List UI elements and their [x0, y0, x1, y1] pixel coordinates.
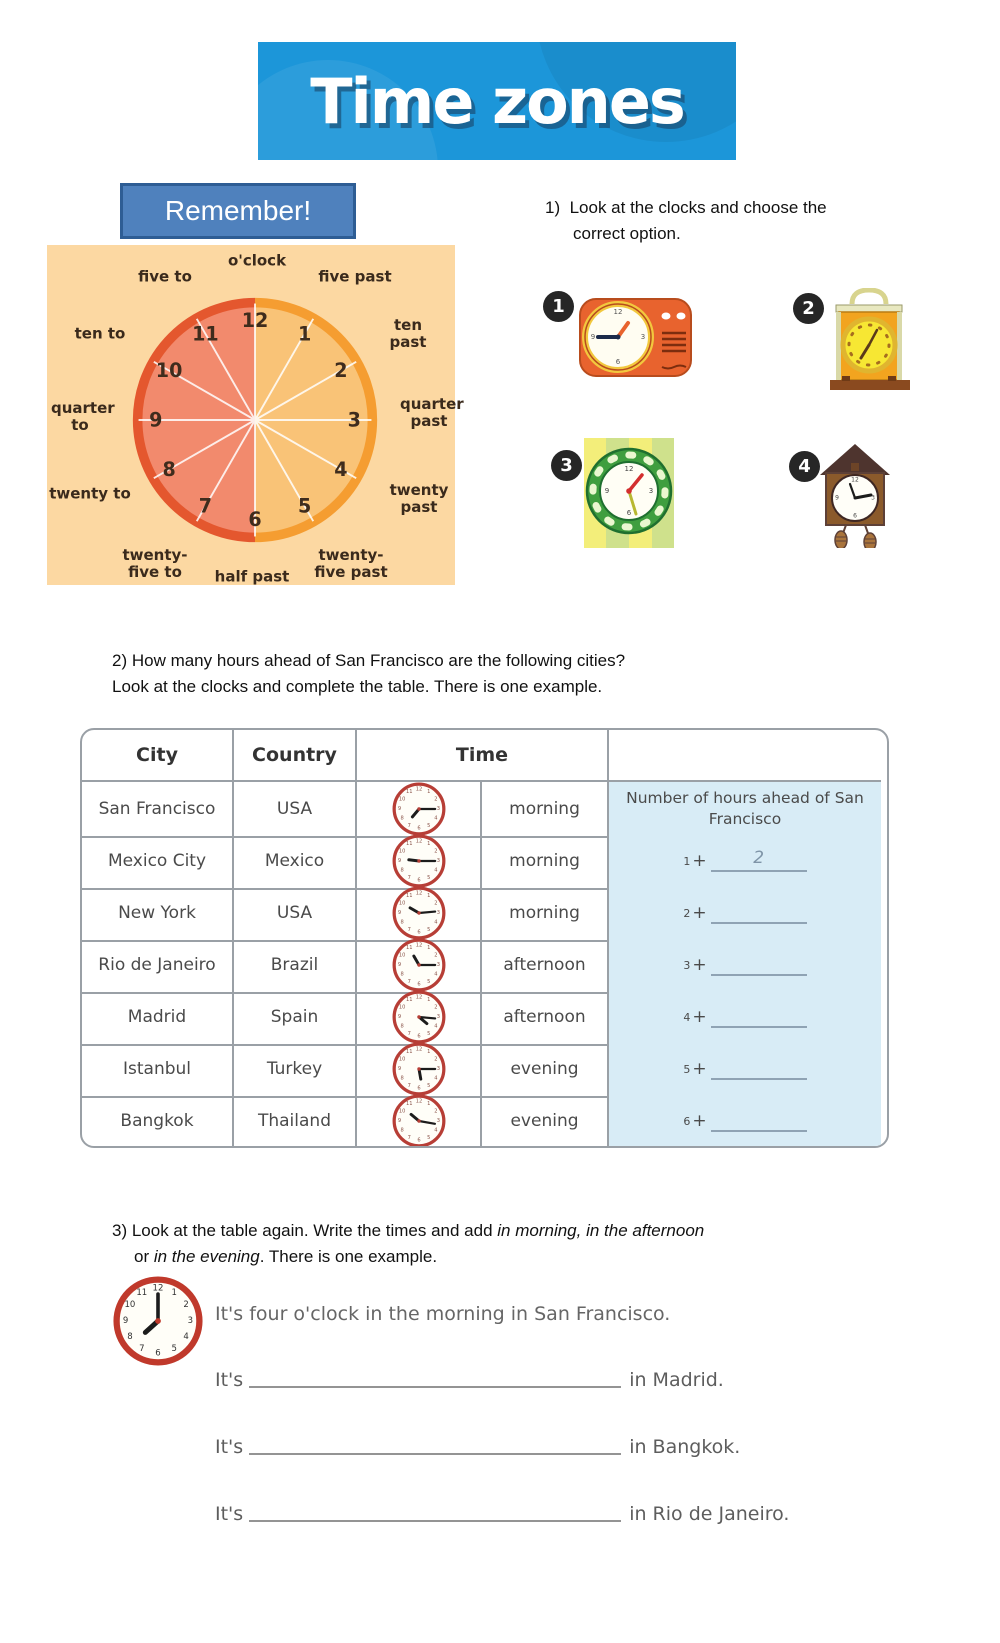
svg-text:5: 5 [426, 874, 430, 881]
svg-text:4: 4 [433, 815, 437, 822]
svg-text:4: 4 [433, 867, 437, 874]
label-quarter-to: quarter to [51, 398, 115, 434]
dial-number: 3 [347, 408, 361, 432]
svg-text:5: 5 [426, 926, 430, 933]
plus-sign: + [692, 1059, 707, 1079]
svg-text:9: 9 [397, 1014, 401, 1020]
svg-text:9: 9 [590, 333, 596, 341]
cell-city: Madrid [82, 990, 234, 1046]
svg-text:9: 9 [397, 1118, 401, 1124]
svg-text:12: 12 [415, 942, 422, 949]
cell-country: Thailand [234, 1094, 357, 1148]
page-title: Time zones [310, 64, 684, 138]
answer-blank[interactable] [711, 902, 807, 924]
cell-city: Mexico City [82, 834, 234, 890]
cell-city: San Francisco [82, 782, 234, 838]
cell-period: afternoon [482, 990, 609, 1046]
cell-country: Turkey [234, 1042, 357, 1098]
question-3-text [112, 1218, 902, 1270]
svg-text:3: 3 [187, 1316, 194, 1326]
label-twenty-five-to: twenty-five to [122, 545, 188, 581]
table-row [82, 782, 887, 834]
cell-period: afternoon [482, 938, 609, 994]
dial-number: 10 [155, 358, 183, 382]
q2-line2: Look at the clocks and complete the table. There is one example. [112, 677, 603, 696]
svg-text:2: 2 [433, 1004, 437, 1011]
row-clock [392, 938, 446, 992]
svg-text:8: 8 [400, 867, 404, 874]
svg-text:4: 4 [433, 1023, 437, 1030]
q2-line1: 2) How many hours ahead of San Francisco are the following cities? [112, 651, 626, 670]
svg-text:9: 9 [835, 494, 839, 502]
svg-text:3: 3 [640, 333, 646, 341]
dial-number: 2 [334, 358, 348, 382]
svg-text:1: 1 [426, 1101, 430, 1108]
cell-country: Brazil [234, 938, 357, 994]
table-row [82, 938, 887, 990]
svg-text:4: 4 [433, 971, 437, 978]
svg-text:1: 1 [426, 945, 430, 952]
svg-text:5: 5 [426, 822, 430, 829]
fill-in-sentence [215, 1366, 724, 1391]
svg-text:3: 3 [648, 487, 654, 495]
svg-text:7: 7 [407, 978, 411, 985]
answer-column-title: Number of hours ahead of San Francisco [626, 789, 864, 828]
remember-box [120, 183, 356, 239]
table-header-row [82, 730, 887, 782]
badge-number: 3 [560, 455, 573, 476]
dial-number: 4 [334, 458, 348, 482]
svg-text:6: 6 [416, 1033, 421, 1040]
option-badge-4 [789, 451, 820, 482]
sentence-prefix: It's [215, 1369, 244, 1391]
label-ten-past: ten past [389, 315, 427, 351]
svg-text:1: 1 [426, 893, 430, 900]
plus-sign: + [692, 1007, 707, 1027]
svg-text:5: 5 [426, 1134, 430, 1141]
badge-number: 4 [798, 456, 811, 477]
svg-text:2: 2 [433, 900, 437, 907]
svg-text:12: 12 [613, 308, 623, 316]
answer-blank[interactable] [711, 954, 807, 976]
svg-text:8: 8 [400, 1075, 404, 1082]
cell-city: Rio de Janeiro [82, 938, 234, 994]
plus-sign: + [692, 1111, 707, 1131]
cell-city: New York [82, 886, 234, 942]
svg-text:9: 9 [397, 962, 401, 968]
svg-text:1: 1 [426, 1049, 430, 1056]
row-clock [392, 1094, 446, 1148]
svg-text:3: 3 [436, 858, 440, 864]
svg-text:6: 6 [416, 981, 421, 988]
sentence-prefix: It's [215, 1436, 244, 1458]
q1-line2: correct option. [573, 224, 681, 243]
svg-text:5: 5 [426, 978, 430, 985]
row-clock [392, 834, 446, 888]
title-banner [258, 42, 736, 160]
svg-text:3: 3 [436, 1118, 440, 1124]
svg-text:9: 9 [397, 910, 401, 916]
svg-text:10: 10 [124, 1299, 136, 1310]
q1-line1: Look at the clocks and choose the [569, 198, 827, 217]
option-badge-3 [551, 450, 582, 481]
option-clock-2-mantel[interactable] [822, 288, 917, 397]
svg-text:7: 7 [407, 1134, 411, 1141]
svg-text:9: 9 [397, 1066, 401, 1072]
svg-text:4: 4 [433, 919, 437, 926]
answer-blank-madrid[interactable] [249, 1366, 621, 1388]
cell-period: morning [482, 782, 609, 838]
sentence-prefix: It's [215, 1503, 244, 1525]
svg-text:4: 4 [433, 1127, 437, 1134]
svg-text:5: 5 [171, 1344, 177, 1355]
plus-sign: + [692, 851, 707, 871]
svg-text:10: 10 [398, 848, 405, 855]
row-clock [392, 886, 446, 940]
svg-text:10: 10 [398, 796, 405, 803]
question-2-text [112, 648, 872, 700]
svg-text:12: 12 [415, 1046, 422, 1053]
option-badge-1 [543, 291, 574, 322]
svg-text:6: 6 [416, 929, 421, 936]
q3-line2-normal1: or [134, 1247, 154, 1266]
svg-text:10: 10 [398, 900, 405, 907]
cell-city: Istanbul [82, 1042, 234, 1098]
example-clock [113, 1276, 203, 1366]
row-clock [392, 782, 446, 836]
label-half-past: half past [214, 567, 290, 586]
answer-blank[interactable] [711, 1006, 807, 1028]
time-vocabulary-diagram [47, 245, 464, 586]
fill-in-sentence [215, 1500, 789, 1525]
svg-text:8: 8 [127, 1332, 133, 1343]
label-twenty-five-past: twenty-five past [314, 545, 388, 581]
table-row [82, 990, 887, 1042]
label-five-to: five to [138, 267, 192, 286]
svg-text:12: 12 [415, 890, 422, 897]
dial-number: 9 [149, 408, 163, 432]
svg-text:6: 6 [416, 825, 421, 832]
svg-text:3: 3 [436, 962, 440, 968]
svg-text:4: 4 [183, 1332, 189, 1343]
q3-line2-normal2: . There is one example. [259, 1247, 438, 1266]
answer-index: 4 [683, 1010, 691, 1024]
header-answer-empty [609, 730, 881, 782]
q3-line1-italic: in morning, in the afternoon [497, 1221, 705, 1240]
label-oclock: o'clock [227, 251, 287, 270]
answer-index: 1 [683, 854, 691, 868]
answer-blank-rio[interactable] [249, 1500, 621, 1522]
svg-text:7: 7 [407, 874, 411, 881]
svg-text:1: 1 [426, 997, 430, 1004]
svg-text:12: 12 [415, 994, 422, 1001]
svg-text:4: 4 [433, 1075, 437, 1082]
timezone-table [80, 728, 889, 1148]
dial-number: 5 [297, 494, 312, 518]
svg-text:11: 11 [405, 1101, 413, 1108]
svg-text:10: 10 [398, 1108, 405, 1115]
dial-graphic [129, 294, 381, 546]
svg-text:12: 12 [415, 1098, 422, 1105]
dial-number: 11 [192, 322, 219, 346]
svg-text:2: 2 [433, 796, 437, 803]
fill-in-sentence [215, 1433, 740, 1458]
svg-text:2: 2 [433, 952, 437, 959]
cell-country: USA [234, 886, 357, 942]
svg-text:11: 11 [405, 893, 413, 900]
svg-text:5: 5 [426, 1030, 430, 1037]
svg-text:1: 1 [426, 789, 430, 796]
header-country: Country [234, 730, 357, 782]
svg-text:11: 11 [405, 1049, 413, 1056]
svg-text:8: 8 [400, 1023, 404, 1030]
answer-index: 5 [683, 1062, 691, 1076]
svg-text:9: 9 [604, 487, 610, 495]
svg-text:12: 12 [415, 838, 422, 845]
svg-text:8: 8 [400, 1127, 404, 1134]
answer-blank[interactable] [711, 1058, 807, 1080]
svg-text:6: 6 [416, 1137, 421, 1144]
svg-text:1: 1 [171, 1287, 177, 1298]
svg-text:11: 11 [405, 945, 413, 952]
table-row [82, 886, 887, 938]
option-badge-2 [793, 293, 824, 324]
label-twenty-past: twenty past [389, 480, 449, 516]
cell-country: Mexico [234, 834, 357, 890]
svg-text:10: 10 [398, 1056, 405, 1063]
q3-line2-italic: in the evening [153, 1247, 260, 1266]
header-time: Time [357, 730, 609, 782]
svg-text:11: 11 [405, 997, 413, 1004]
badge-number: 1 [552, 296, 565, 317]
svg-text:7: 7 [139, 1344, 145, 1355]
sentence-suffix: in Rio de Janeiro. [629, 1503, 790, 1525]
sentence-suffix: in Bangkok. [629, 1436, 741, 1458]
svg-text:8: 8 [400, 971, 404, 978]
table-row [82, 1042, 887, 1094]
cell-period: morning [482, 886, 609, 942]
answer-blank[interactable]: 2 [711, 850, 807, 872]
svg-text:11: 11 [405, 789, 413, 796]
svg-text:2: 2 [433, 1108, 437, 1115]
svg-text:7: 7 [407, 926, 411, 933]
answer-index: 6 [683, 1114, 691, 1128]
svg-text:9: 9 [397, 806, 401, 812]
svg-text:6: 6 [416, 1085, 421, 1092]
svg-text:3: 3 [436, 910, 440, 916]
dial-number: 8 [162, 458, 176, 482]
option-clock-3-green[interactable] [584, 438, 674, 553]
dial-number: 1 [297, 322, 312, 346]
option-clock-1-radio[interactable] [578, 295, 693, 385]
svg-text:7: 7 [407, 822, 411, 829]
cell-period: evening [482, 1042, 609, 1098]
dial-number: 6 [248, 507, 262, 531]
svg-text:6: 6 [615, 358, 621, 366]
svg-text:3: 3 [436, 1014, 440, 1020]
label-five-past: five past [318, 267, 392, 286]
svg-text:2: 2 [433, 1056, 437, 1063]
svg-text:12: 12 [152, 1283, 164, 1294]
svg-text:7: 7 [407, 1030, 411, 1037]
svg-text:11: 11 [405, 841, 413, 848]
answer-index: 3 [683, 958, 691, 972]
q1-number: 1) [545, 198, 561, 217]
svg-text:7: 7 [407, 1082, 411, 1089]
svg-text:3: 3 [436, 1066, 440, 1072]
cell-country: Spain [234, 990, 357, 1046]
svg-text:2: 2 [433, 848, 437, 855]
plus-sign: + [692, 955, 707, 975]
svg-text:6: 6 [626, 509, 632, 517]
answer-blank[interactable] [711, 1110, 807, 1132]
svg-text:10: 10 [398, 952, 405, 959]
remember-label: Remember! [164, 195, 312, 226]
svg-text:9: 9 [397, 858, 401, 864]
example-sentence: It's four o'clock in the morning in San Francisco. [215, 1303, 671, 1325]
row-clock [392, 990, 446, 1044]
dial-number: 12 [241, 309, 269, 333]
badge-number: 2 [802, 298, 815, 319]
cell-period: evening [482, 1094, 609, 1148]
svg-text:12: 12 [415, 786, 422, 793]
sentence-suffix: in Madrid. [629, 1369, 724, 1391]
table-row [82, 1094, 887, 1146]
svg-text:5: 5 [426, 1082, 430, 1089]
row-clock [392, 1042, 446, 1096]
svg-text:6: 6 [853, 512, 857, 520]
svg-text:2: 2 [183, 1299, 189, 1310]
header-city: City [82, 730, 234, 782]
svg-text:8: 8 [400, 919, 404, 926]
cell-country: USA [234, 782, 357, 838]
svg-text:10: 10 [398, 1004, 405, 1011]
svg-text:6: 6 [155, 1348, 161, 1359]
svg-text:6: 6 [416, 877, 421, 884]
table-row [82, 834, 887, 886]
label-twenty-to: twenty to [49, 484, 131, 503]
svg-text:8: 8 [400, 815, 404, 822]
svg-text:12: 12 [851, 476, 859, 484]
svg-text:12: 12 [624, 465, 634, 473]
svg-text:3: 3 [871, 494, 875, 502]
answer-index: 2 [683, 906, 691, 920]
svg-text:3: 3 [436, 806, 440, 812]
label-ten-to: ten to [74, 324, 126, 343]
label-quarter-past: quarter past [400, 394, 464, 430]
plus-sign: + [692, 903, 707, 923]
cell-period: morning [482, 834, 609, 890]
svg-text:11: 11 [136, 1287, 148, 1298]
cell-city: Bangkok [82, 1094, 234, 1148]
answer-blank-bangkok[interactable] [249, 1433, 621, 1455]
question-1-text [545, 195, 925, 247]
q3-line1-normal: 3) Look at the table again. Write the times and add [112, 1221, 498, 1240]
option-clock-4-cuckoo[interactable] [818, 443, 893, 553]
dial-number: 7 [198, 494, 213, 518]
svg-text:1: 1 [426, 841, 430, 848]
svg-text:9: 9 [122, 1316, 129, 1326]
